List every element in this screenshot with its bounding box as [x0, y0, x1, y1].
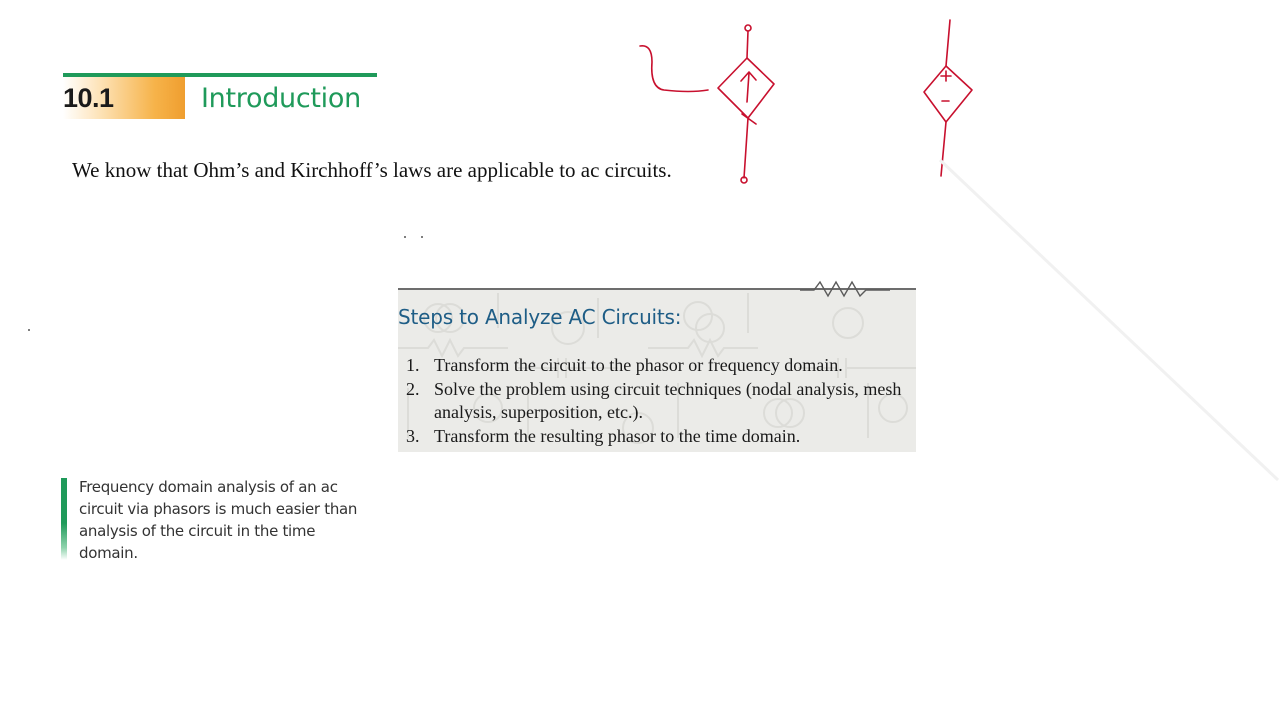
speck: [28, 329, 30, 331]
list-item: [406, 354, 911, 378]
speck: [421, 236, 423, 238]
list-item: [406, 378, 911, 425]
steps-title: Steps to Analyze AC Circuits:: [398, 305, 682, 329]
section-header: [63, 73, 377, 121]
step-number: 1.: [406, 355, 420, 375]
step-text: Transform the circuit to the phasor or frequency domain.: [434, 355, 843, 375]
sketch-lead-top: [747, 31, 748, 58]
sketch-diamond-current-source: [718, 58, 774, 118]
sketch-terminal-top: [745, 25, 751, 31]
faint-diagonal-line: [900, 150, 1280, 500]
speck: [404, 236, 406, 238]
sketch-current-arrow: [741, 72, 756, 102]
margin-note: Frequency domain analysis of an ac circuit via phasors is much easier than analysis of the circuit in the time domain.: [79, 478, 358, 562]
step-number: 2.: [406, 378, 420, 399]
section-title: Introduction: [201, 83, 361, 114]
note-accent-bar: [61, 478, 67, 560]
list-item: [406, 425, 911, 449]
step-text: Transform the resulting phasor to the time domain.: [434, 425, 801, 446]
sketch-diamond-voltage-source: [924, 66, 972, 122]
sketch-plus-sign: [941, 71, 951, 81]
section-number: 10.1: [63, 83, 114, 113]
sketch-lead-top-right: [946, 20, 950, 66]
step-text: Solve the problem using circuit techniques (nodal analysis, mesh analysis, superposition, etc.).: [434, 378, 902, 422]
resistor-decoration: [800, 278, 890, 300]
sketch-lead-bottom: [742, 114, 756, 178]
steps-list: [406, 354, 911, 448]
steps-box: [398, 288, 916, 452]
intro-paragraph: We know that Ohm’s and Kirchhoff’s laws are applicable to ac circuits.: [72, 158, 672, 182]
step-number: 3.: [406, 425, 420, 446]
sketch-wire-left: [640, 46, 708, 92]
